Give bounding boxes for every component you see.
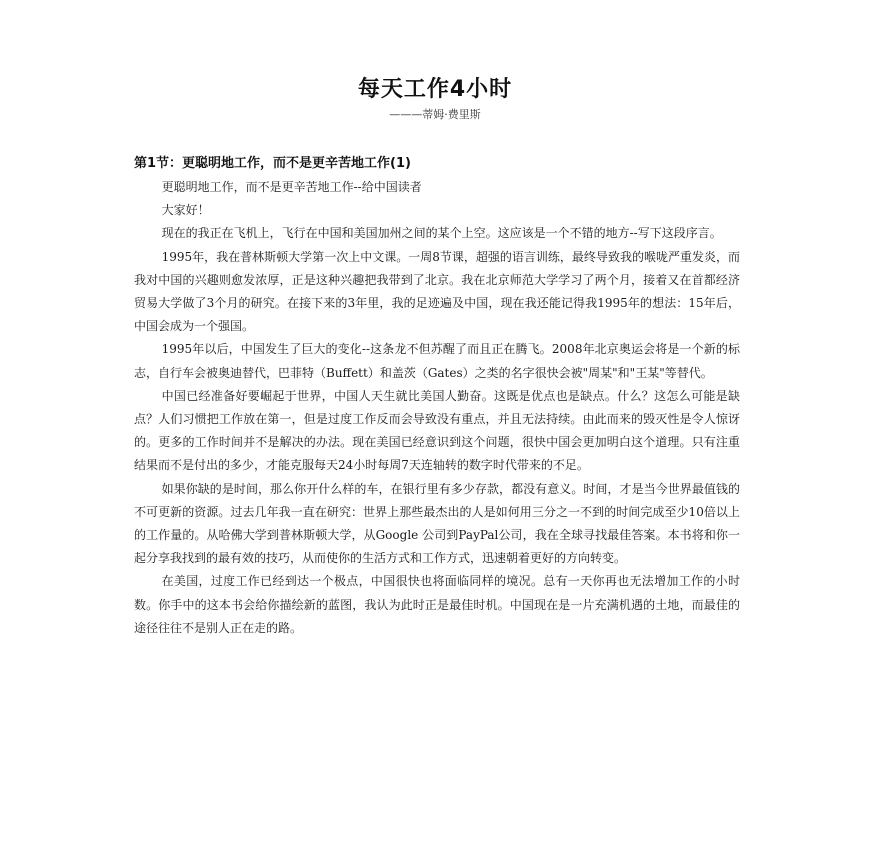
section-heading: 第1节：更聪明地工作，而不是更辛苦地工作(1) (134, 156, 411, 171)
paragraph: 1995年以后，中国发生了巨大的变化--这条龙不但苏醒了而且正在腾飞。2008年北京奥运会将是一个新的标志，自行车会被奥迪替代，巴菲特（Buffett）和盖茨（Gates）之类的名字很快会被"周某"和"王某"等替代。 (134, 342, 740, 380)
paragraph: 中国已经准备好要崛起于世界，中国人天生就比美国人勤奋。这既是优点也是缺点。什么？这怎么可能是缺点？人们习惯把工作放在第一，但是过度工作反而会导致没有重点，并且无法持续。由此而来的毁灭性是令人惊讶的。更多的工作时间并不是解决的办法。现在美国已经意识到这个问题，很快中国会更加明白这个道理。只有注重结果而不是付出的多少，才能克服每天24小时每周7天连轴转的数字时代带来的不足。 (134, 388, 740, 473)
paragraph: 大家好！ (161, 203, 210, 218)
paragraph: 更聪明地工作，而不是更辛苦地工作--给中国读者 (161, 180, 422, 194)
paragraph: 现在的我正在飞机上，飞行在中国和美国加州之间的某个上空。这应该是一个不错的地方--写下这段序言。 (161, 226, 722, 241)
paragraph: 1995年，我在普林斯顿大学第一次上中文课。一周8节课，超强的语言训练，最终导致我的喉咙严重发炎，而我对中国的兴趣则愈发浓厚，正是这种兴趣把我带到了北京。我在北京师范大学学习了两个月，接着又在首都经济贸易大学做了3个月的研究。在接下来的3年里，我的足迹遍及中国，现在我还能记得我1995年的想法：15年后，中国会成为一个强国。 (134, 249, 740, 334)
document-title: 每天工作4小时 (357, 77, 513, 102)
document-author: ———蒂姆·费里斯 (389, 108, 481, 121)
paragraph: 在美国，过度工作已经到达一个极点，中国很快也将面临同样的境况。总有一天你再也无法增加工作的小时数。你手中的这本书会给你描绘新的蓝图，我认为此时正是最佳时机。中国现在是一片充满机遇的土地，而最佳的途径往往不是别人正在走的路。 (134, 574, 740, 635)
paragraph: 如果你缺的是时间，那么你开什么样的车，在银行里有多少存款，都没有意义。时间，才是当今世界最值钱的不可更新的资源。过去几年我一直在研究：世界上那些最杰出的人是如何用三分之一不到的时间完成至少10倍以上的工作量的。从哈佛大学到普林斯顿大学，从Google 公司到PayPal公司，我在全球寻找最佳答案。本书将和你一起分享我找到的最有效的技巧，从而使你的生活方式和工作方式，迅速朝着更好的方向转变。 (134, 481, 740, 566)
body-text (134, 176, 740, 640)
